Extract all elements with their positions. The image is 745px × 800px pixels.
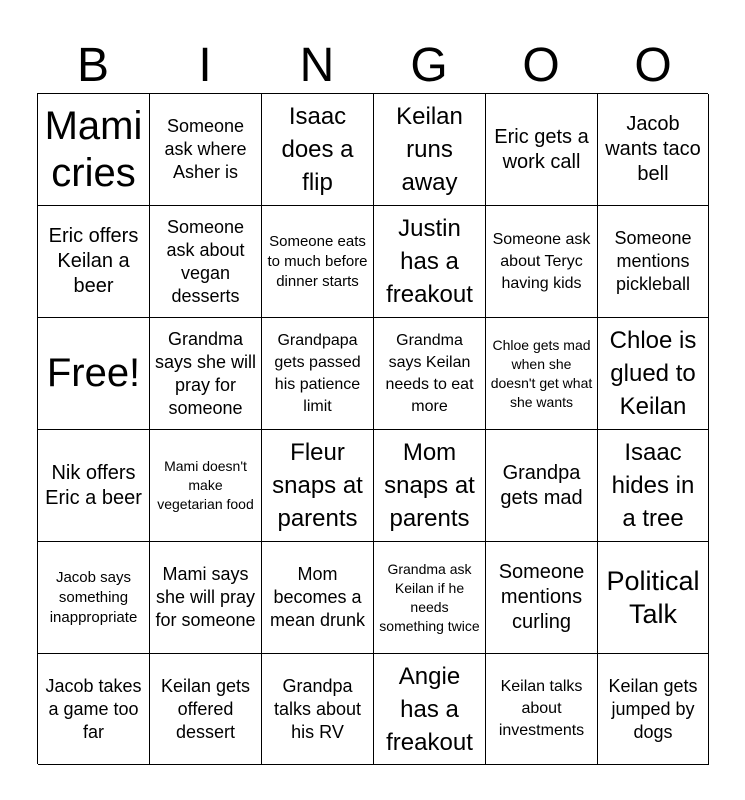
cell-text: Angie has a freakout [386,662,473,756]
cell-text: Mom becomes a mean drunk [269,564,366,630]
cell-text: Eric gets a work call [494,125,589,173]
bingo-cell[interactable] [38,542,150,654]
cell-text: Fleur snaps at parents [272,439,363,532]
bingo-cell[interactable] [262,654,374,765]
bingo-cell[interactable] [374,206,486,318]
bingo-cell[interactable] [262,206,374,318]
cell-text: Keilan gets jumped by dogs [608,675,698,742]
cell-text: Jacob says something inappropriate [49,568,138,626]
cell-text: Grandpa gets mad [500,461,583,509]
bingo-cell[interactable] [486,542,598,654]
cell-text: Isaac hides in a tree [611,439,695,532]
bingo-cell[interactable] [598,654,709,765]
cell-text: Someone ask about vegan desserts [166,216,245,306]
cell-text: Jacob takes a game too far [45,675,142,742]
cell-text: Someone mentions pickleball [614,228,692,294]
header-letter-b: B [76,39,109,92]
bingo-cell[interactable] [486,94,598,206]
cell-text: Grandma says she will pray for someone [154,328,257,418]
cell-text: Someone ask about Teryc having kids [492,230,591,292]
cell-text: Grandma ask Keilan if he needs something twice [379,560,480,634]
header-letter-g: G [410,39,448,92]
cell-text: Grandma says Keilan needs to eat more [385,331,474,415]
cell-text: Mami cries [44,103,143,195]
bingo-cell[interactable] [38,654,150,765]
bingo-cell[interactable] [374,430,486,542]
header-letter-n: N [299,39,335,92]
cell-text: Justin has a freakout [386,215,473,308]
cell-text: Grandpapa gets passed his patience limit [274,331,361,415]
cell-text: Keilan talks about investments [498,678,585,739]
bingo-cell[interactable] [598,94,709,206]
bingo-cell[interactable] [38,94,150,206]
header-letter-o-2: O [634,39,672,92]
cell-text: Keilan gets offered dessert [160,675,251,742]
cell-text: Mami doesn't make vegetarian food [157,458,254,512]
cell-text: Mom snaps at parents [384,439,475,532]
header-letter-o: O [522,39,560,92]
header-letter-i: I [198,39,212,92]
cell-text: Keilan runs away [396,103,463,196]
bingo-cell[interactable] [150,206,262,318]
bingo-cell[interactable] [150,430,262,542]
cell-text: Eric offers Keilan a beer [48,225,139,297]
bingo-cell[interactable] [150,318,262,430]
cell-text: Free! [46,351,141,395]
bingo-header [37,38,708,94]
bingo-cell[interactable] [598,542,709,654]
bingo-grid [37,93,708,764]
bingo-cell[interactable] [374,94,486,206]
cell-text: Chloe is glued to Keilan [609,327,697,420]
cell-text: Grandpa talks about his RV [273,675,362,742]
cell-text: Nik offers Eric a beer [45,461,142,509]
cell-text: Isaac does a flip [281,103,354,196]
bingo-cell[interactable] [150,94,262,206]
bingo-cell[interactable] [598,318,709,430]
bingo-cell[interactable] [486,430,598,542]
bingo-cell[interactable] [374,542,486,654]
bingo-cell[interactable] [374,318,486,430]
bingo-cell[interactable] [486,654,598,765]
cell-text: Someone eats to much before dinner starts [267,232,368,290]
bingo-cell[interactable] [38,206,150,318]
bingo-cell[interactable] [262,94,374,206]
cell-text: Mami says she will pray for someone [155,564,256,630]
bingo-cell[interactable] [262,542,374,654]
bingo-cell[interactable] [486,318,598,430]
bingo-cell[interactable] [150,542,262,654]
bingo-cell[interactable] [486,206,598,318]
cell-text: Someone ask where Asher is [164,116,247,182]
bingo-cell[interactable] [38,430,150,542]
bingo-cell[interactable] [262,430,374,542]
cell-text: Chloe gets mad when she doesn't get what she wants [490,336,593,410]
bingo-cell[interactable] [262,318,374,430]
bingo-cell[interactable] [374,654,486,765]
bingo-cell[interactable] [150,654,262,765]
bingo-cell[interactable] [598,430,709,542]
bingo-cell-free[interactable] [38,318,150,430]
cell-text: Political Talk [606,565,700,629]
cell-text: Jacob wants taco bell [605,113,701,185]
bingo-cell[interactable] [598,206,709,318]
cell-text: Someone mentions curling [498,561,585,633]
